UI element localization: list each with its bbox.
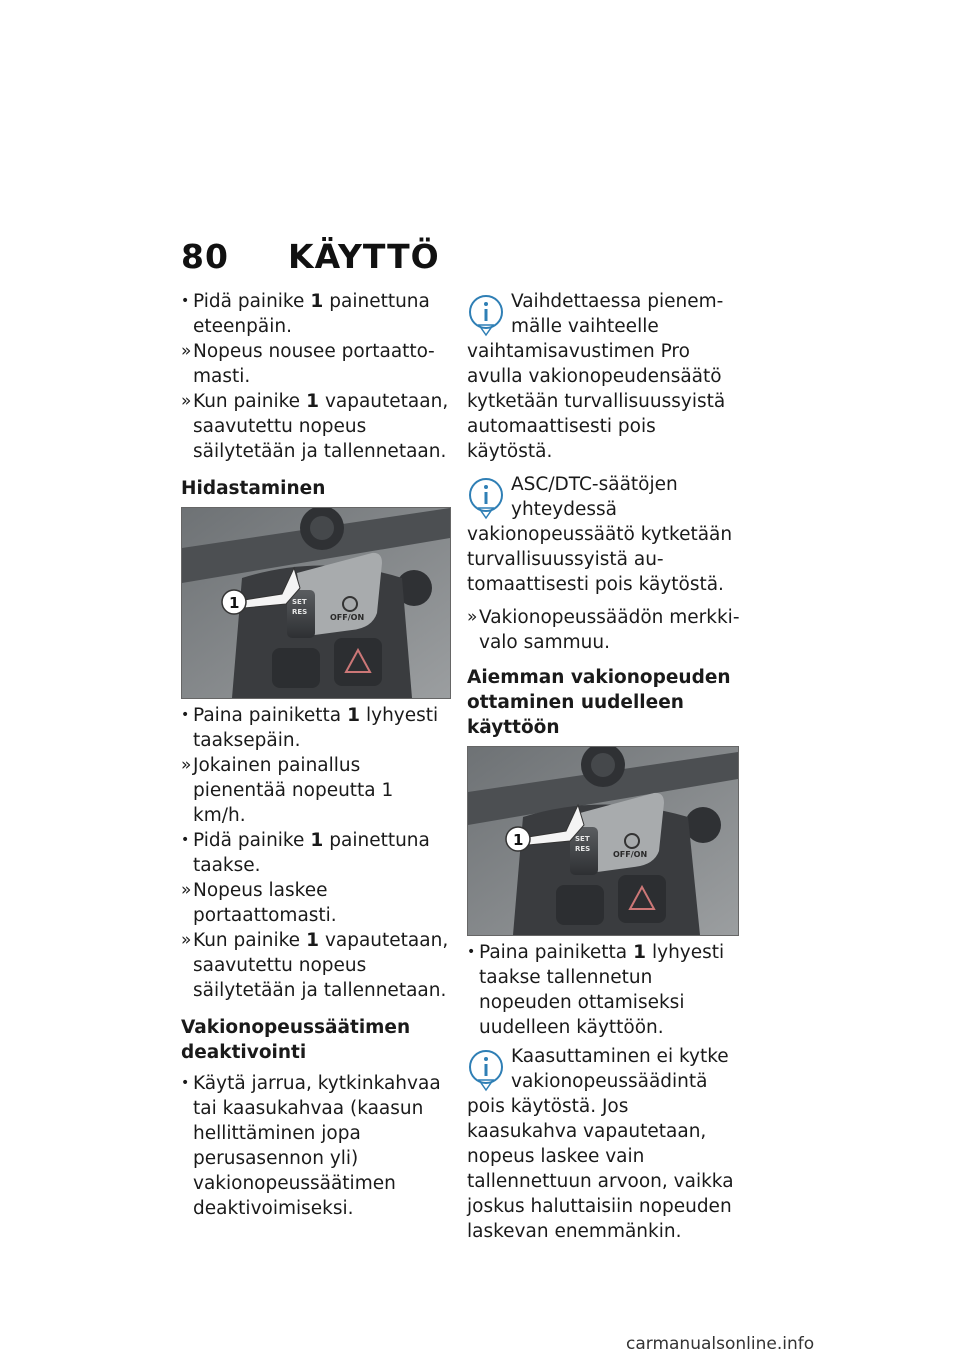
list-item: • Käytä jarrua, kytkinkahvaa tai kaasukahvaa (kaasun hellittäminen jopa perusasennon yli) vakionopeussäätimen deaktivoimiseksi. <box>181 1073 441 1219</box>
result-arrow-icon: » <box>181 930 192 950</box>
note-text: Kaasuttaminen ei kytke vakionopeussäädintä pois käytöstä. Jos kaasukahva vapautetaan, nopeus laskee vain tallennettuun arvoon, vaikka joskus haluttaisiin nopeuden laskevan enemmänkin. <box>467 1046 734 1242</box>
list-item: » Kun painike 1 vapautetaan, saavutettu nopeus säilytetään ja tallennetaan. <box>181 391 449 462</box>
info-note <box>467 472 742 597</box>
note-text: Vaihdettaessa pienemmälle vaihteelle vaihtamisavustimen Pro avulla vakionopeudensäätö kytketään turvallisuussyistä automaattisesti pois käytöstä. <box>467 291 726 462</box>
callout-number: 1 <box>310 291 324 312</box>
handlebar-switch-illustration <box>182 508 450 698</box>
callout-number: 1 <box>310 830 324 851</box>
svg-text:RES: RES <box>575 845 591 853</box>
section-title: KÄYTTÖ <box>288 237 440 276</box>
heading-deactivation: Vakionopeussäätimen deaktivointi <box>181 1017 411 1063</box>
svg-text:1: 1 <box>513 831 524 849</box>
heading-decel: Hidastaminen <box>181 478 326 499</box>
bullet-icon: • <box>181 1075 190 1091</box>
result-arrow-icon: » <box>181 391 192 411</box>
result-arrow-icon: » <box>181 341 192 361</box>
info-note <box>467 1044 742 1244</box>
left-column <box>181 289 451 1221</box>
list-item: » Kun painike 1 vapautetaan, saavutettu nopeus säilytetään ja tallennetaan. <box>181 930 449 1001</box>
list-item: » Jokainen painallus pienentää nopeutta 1 km/h. <box>181 755 394 826</box>
bullet-icon: • <box>181 293 190 309</box>
info-note <box>467 289 742 464</box>
bullet-icon: • <box>181 707 190 723</box>
svg-text:OFF/ON: OFF/ON <box>613 850 648 859</box>
list-item: » Nopeus nousee portaattomasti. <box>181 341 435 387</box>
info-icon <box>467 1048 505 1092</box>
svg-text:SET: SET <box>292 598 307 606</box>
switch-photo-resume <box>467 746 739 936</box>
list-item: • Paina painiketta 1 lyhyesti taaksepäin. <box>181 705 439 751</box>
list-item: • Paina painiketta 1 lyhyesti taakse tallennetun nopeuden ottamiseksi uudelleen käyttöön. <box>467 942 725 1038</box>
page-header <box>181 237 440 277</box>
result-arrow-icon: » <box>181 880 192 900</box>
callout-number: 1 <box>306 391 319 412</box>
bullet-icon: • <box>467 944 476 960</box>
svg-text:OFF/ON: OFF/ON <box>330 613 365 622</box>
list-item: » Nopeus laskee portaattomasti. <box>181 880 337 926</box>
svg-text:RES: RES <box>292 608 308 616</box>
note-text: ASC/DTC-säätöjen yhteydessä vakionopeussäätö kytketään turvallisuussyistä automaattisesti pois käytöstä. <box>467 474 733 595</box>
list-item: » Vakionopeussäädön merkkivalo sammuu. <box>467 607 740 653</box>
result-arrow-icon: » <box>181 755 192 775</box>
result-arrow-icon: » <box>467 607 478 627</box>
callout-number: 1 <box>347 705 360 726</box>
info-icon <box>467 293 505 337</box>
info-icon <box>467 476 505 520</box>
callout-number: 1 <box>306 930 319 951</box>
bullet-icon: • <box>181 832 190 848</box>
callout-number: 1 <box>633 942 646 963</box>
page-number: 80 <box>181 237 229 276</box>
list-item: • Pidä painike 1 painettuna eteenpäin. <box>181 291 430 337</box>
svg-text:1: 1 <box>229 594 240 612</box>
right-column <box>467 289 742 1244</box>
switch-photo-decel <box>181 507 451 699</box>
watermark-footer[interactable]: carmanualsonline.info <box>626 1334 815 1354</box>
svg-text:SET: SET <box>575 835 590 843</box>
heading-resume: Aiemman vakionopeuden ottaminen uudelleen käyttöön <box>467 667 731 738</box>
handlebar-switch-illustration <box>468 747 738 935</box>
list-item: • Pidä painike 1 painettuna taakse. <box>181 830 430 876</box>
